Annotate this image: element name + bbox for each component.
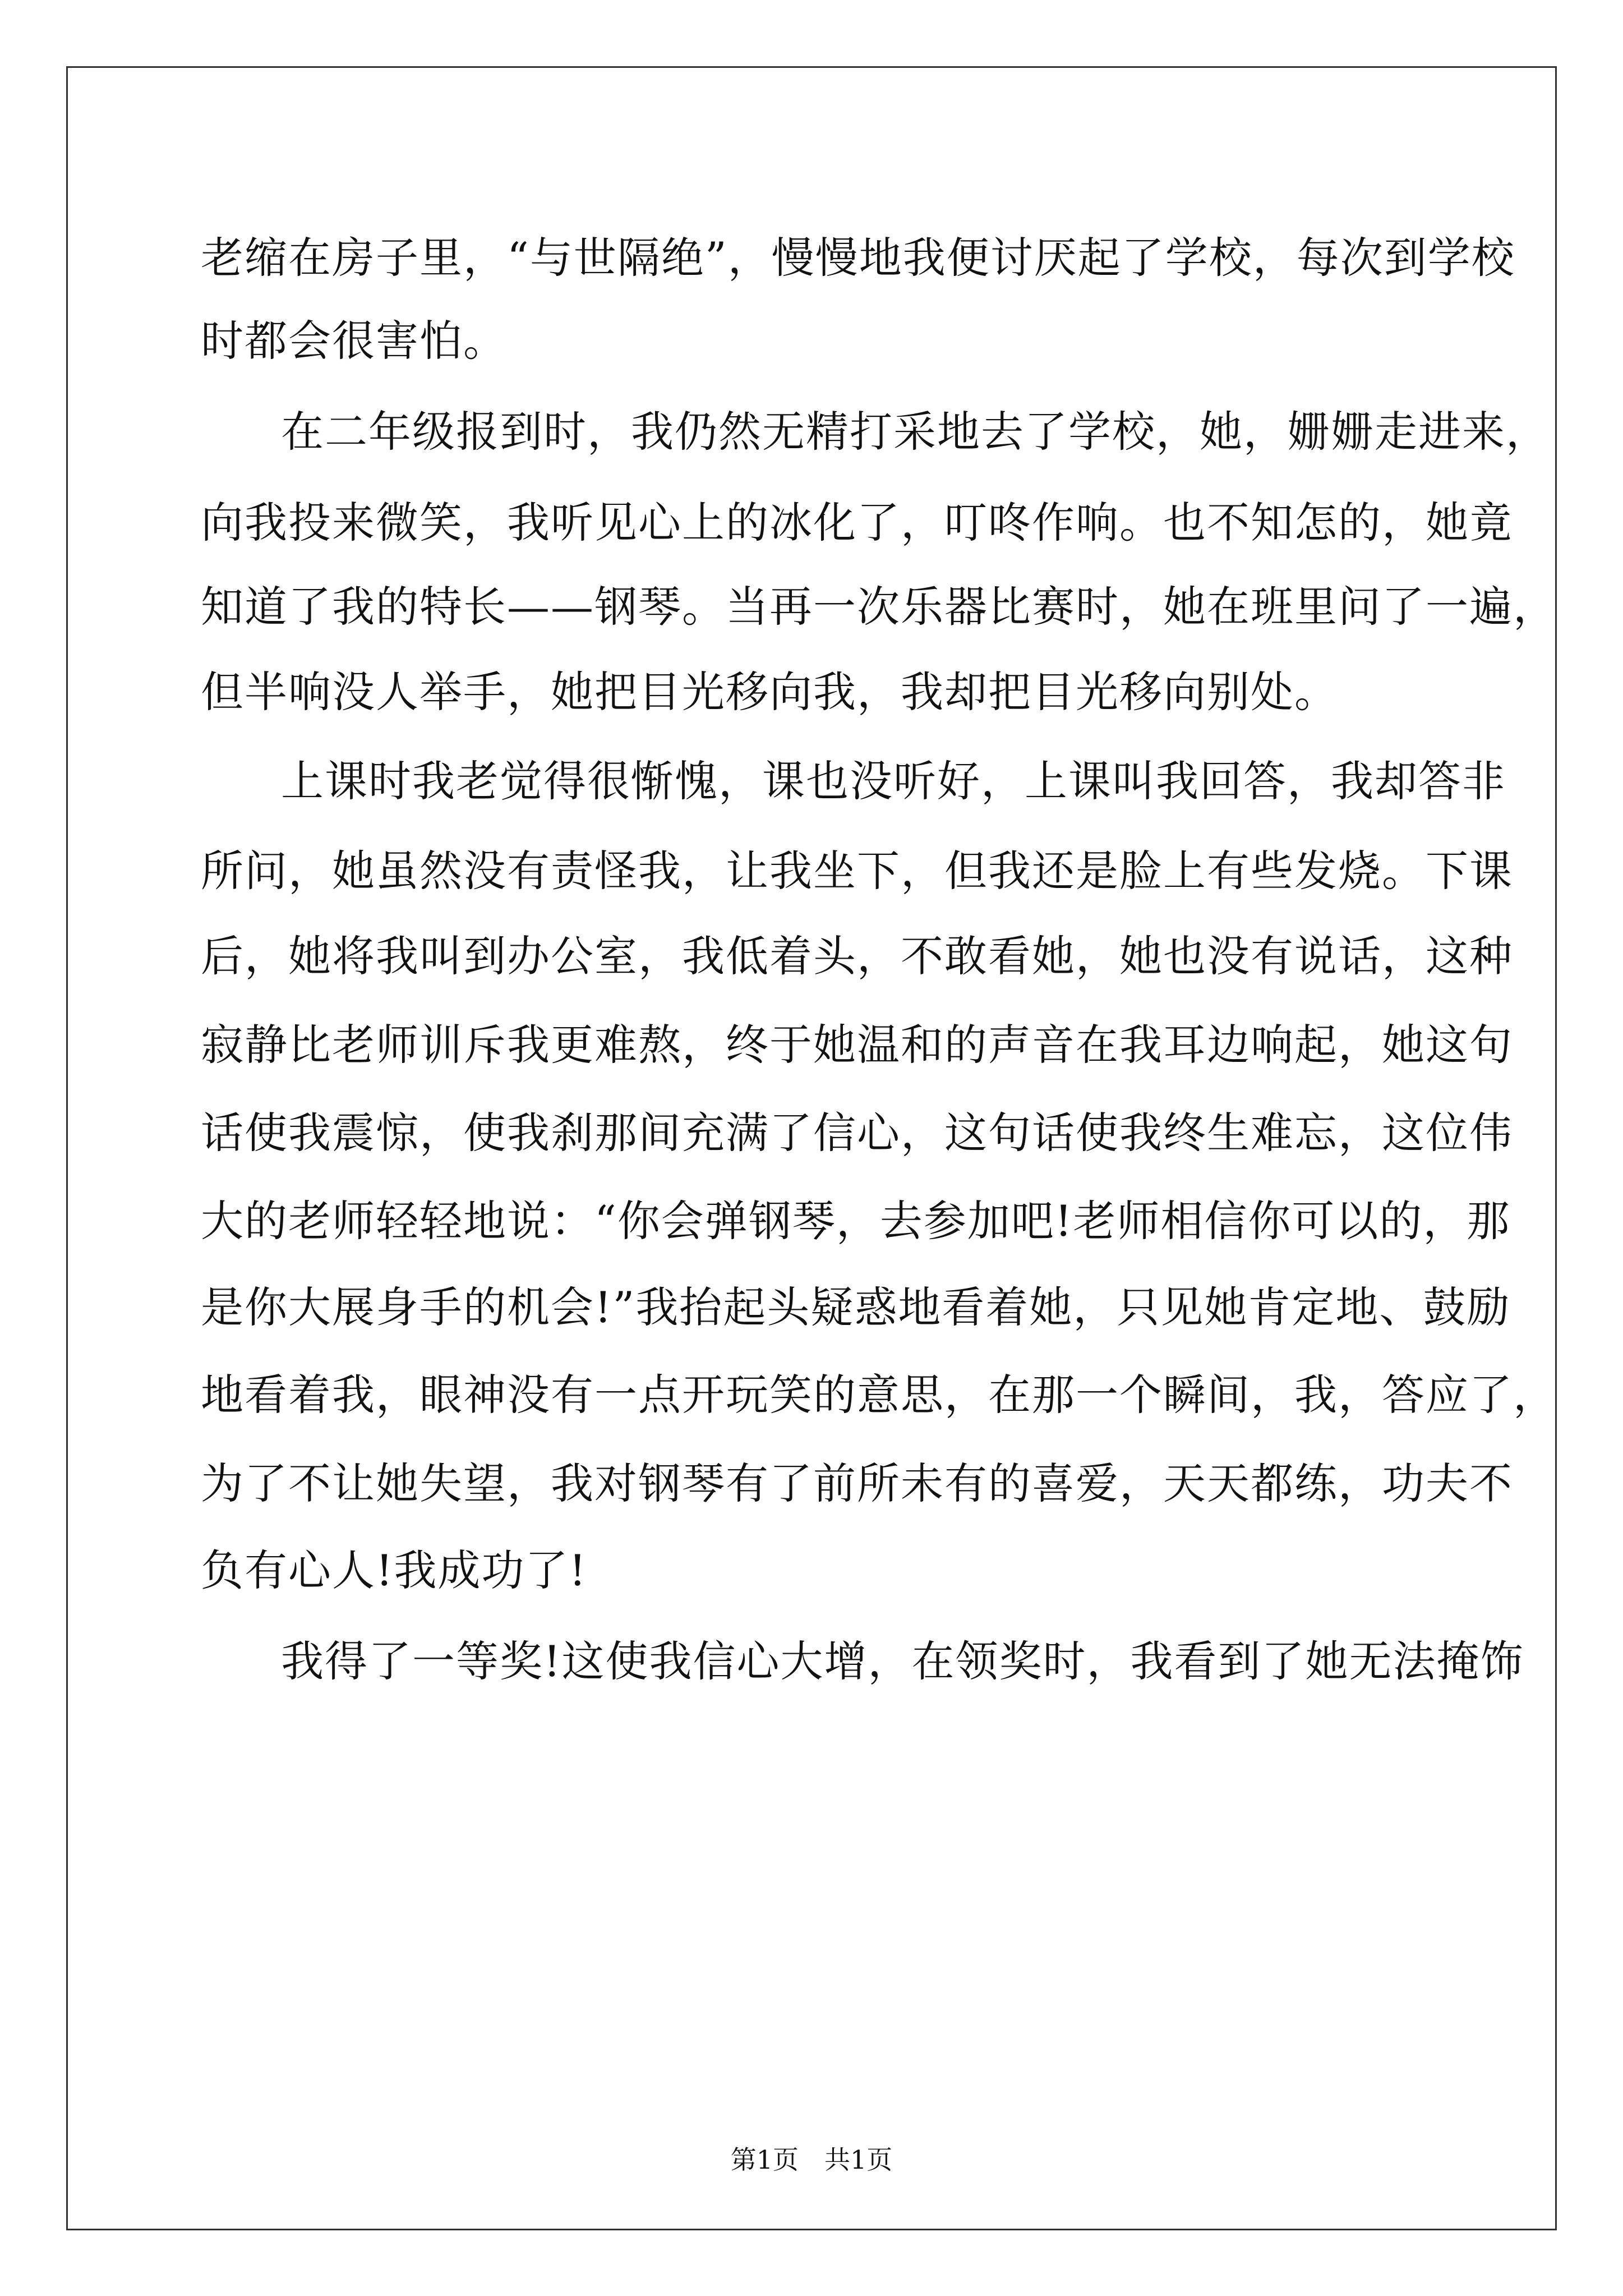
- text-line: 老缩在房子里，“与世隔绝”，慢慢地我便讨厌起了学校，每次到学校: [201, 233, 1515, 283]
- text-line: 大的老师轻轻地说：“你会弹钢琴，去参加吧!老师相信你可以的，那: [201, 1196, 1511, 1246]
- text-line: 后，她将我叫到办公室，我低着头，不敢看她，她也没有说话，这种: [201, 931, 1513, 981]
- text-line: 是你大展身手的机会!”我抬起头疑惑地看着她，只见她肯定地、鼓励: [201, 1282, 1511, 1332]
- text-line: 为了不让她失望，我对钢琴有了前所未有的喜爱，天天都练，功夫不: [201, 1458, 1513, 1508]
- paragraph-start-line: 在二年级报到时，我仍然无精打采地去了学校，她，姗姗走进来，: [281, 407, 1550, 457]
- text-line: 但半响没人举手，她把目光移向我，我却把目光移向别处。: [201, 667, 1338, 717]
- text-line: 知道了我的特长——钢琴。当再一次乐器比赛时，她在班里问了一遍，: [201, 582, 1557, 632]
- text-line: 话使我震惊，使我刹那间充满了信心，这句话使我终生难忘，这位伟: [201, 1108, 1513, 1158]
- text-line: 向我投来微笑，我听见心上的冰化了，叮咚作响。也不知怎的，她竟: [201, 498, 1513, 547]
- paragraph-start-line: 我得了一等奖!这使我信心大增，在领奖时，我看到了她无法掩饰: [281, 1636, 1524, 1686]
- text-line: 寂静比老师训斥我更难熬，终于她温和的声音在我耳边响起，她这句: [201, 1020, 1513, 1070]
- paragraph-start-line: 上课时我老觉得很惭愧，课也没听好，上课叫我回答，我却答非: [281, 756, 1506, 806]
- text-line: 时都会很害怕。: [201, 316, 507, 366]
- text-line: 地看着我，眼神没有一点开玩笑的意思，在那一个瞬间，我，答应了，: [201, 1370, 1557, 1420]
- text-line: 所问，她虽然没有责怪我，让我坐下，但我还是脸上有些发烧。下课: [201, 846, 1513, 896]
- page-footer: 第1页 共1页: [730, 2145, 893, 2175]
- text-line: 负有心人!我成功了!: [201, 1545, 588, 1595]
